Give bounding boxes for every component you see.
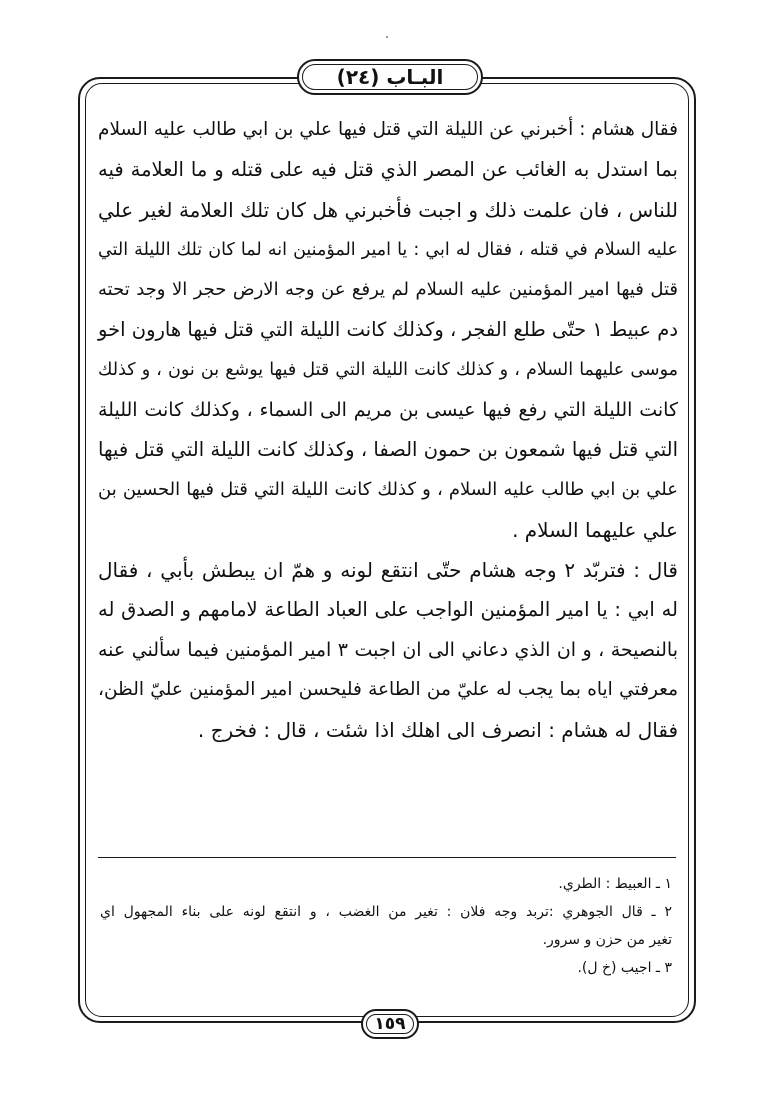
- text-line: بالنصيحة ، و ان الذي دعاني الى ان اجبت ٣ امير المؤمنين فيما سألني عنه: [98, 639, 678, 661]
- chapter-header: [297, 59, 483, 95]
- page-number: ١٥٩: [374, 1014, 406, 1034]
- text-line: علي عليهما السلام .: [512, 518, 678, 542]
- text-line: كانت الليلة التي رفع فيها عيسى بن مريم الى السماء ، وكذلك كانت الليلة: [98, 399, 678, 421]
- text-line: له ابي : يا امير المؤمنين الواجب على العباد الطاعة لامامهم و الصدق له: [98, 598, 678, 621]
- footnote-item: تغير من حزن و سرور.: [542, 932, 672, 948]
- text-line: موسى عليهما السلام ، و كذلك كانت الليلة التي قتل فيها يوشع بن نون ، و كذلك: [98, 360, 678, 380]
- scan-speck: [386, 36, 388, 38]
- main-text: [98, 110, 678, 750]
- footnote-item: ١ ـ العبيط : الطري.: [558, 876, 672, 892]
- text-line: فقال له هشام : انصرف الى اهلك اذا شئت ، قال : فخرج .: [197, 718, 678, 742]
- text-line: قال : فتربّد ٢ وجه هشام حتّى انتقع لونه و همّ ان يبطش بأبي ، فقال: [98, 558, 678, 582]
- text-line: فقال هشام : أخبرني عن الليلة التي قتل فيها علي بن ابي طالب عليه السلام: [98, 119, 678, 140]
- text-line: قتل فيها امير المؤمنين عليه السلام لم يرفع عن وجه الارض حجر الا وجد تحته: [98, 279, 678, 300]
- footnotes: [100, 870, 672, 982]
- chapter-title: البـاب (٢٤): [336, 65, 444, 89]
- footnote-item: ٣ ـ اجيب (خ ل).: [577, 960, 672, 976]
- page-number-tab: [361, 1009, 419, 1039]
- footnote-item: ٢ ـ قال الجوهري :تربد وجه فلان : تغير من الغضب ، و انتقع لونه على بناء المجهول اي: [100, 904, 672, 920]
- text-line: عليه السلام في قتله ، فقال له ابي : يا امير المؤمنين انه لما كان تلك الليلة التي: [98, 240, 678, 260]
- text-line: التي قتل فيها شمعون بن حمون الصفا ، وكذلك كانت الليلة التي قتل فيها: [98, 438, 678, 461]
- text-line: بما استدل به الغائب عن المصر الذي قتل فيه على قتله و ما العلامة فيه: [98, 158, 678, 181]
- text-line: علي بن ابي طالب عليه السلام ، و كذلك كانت الليلة التي قتل فيها الحسين بن: [98, 479, 678, 500]
- footnote-separator: [98, 857, 676, 858]
- text-line: للناس ، فان علمت ذلك و اجبت فأخبرني هل كان تلك العلامة لغير علي: [98, 198, 678, 222]
- text-line: دم عبيط ١ حتّى طلع الفجر ، وكذلك كانت الليلة التي قتل فيها هارون اخو: [98, 318, 678, 341]
- text-line: معرفتي اياه بما يجب له عليّ من الطاعة فليحسن امير المؤمنين عليّ الظن،: [98, 679, 678, 700]
